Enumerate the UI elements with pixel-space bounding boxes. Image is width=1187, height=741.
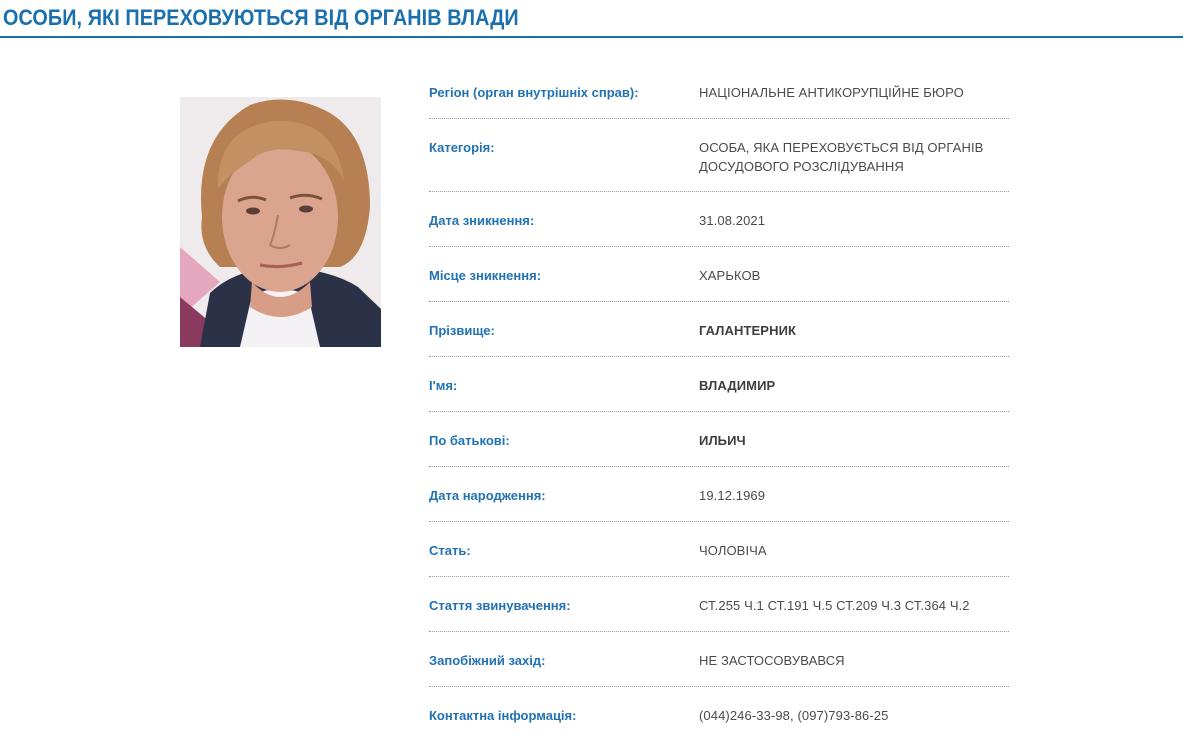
contact-info-label: Контактна інформація: <box>429 708 577 723</box>
detail-row-disappearance-place <box>429 247 1009 302</box>
detail-row-first-name <box>429 357 1009 412</box>
sex-value: ЧОЛОВІЧА <box>699 543 767 558</box>
contact-info-value: (044)246-33-98, (097)793-86-25 <box>699 708 889 723</box>
preventive-measure-value: НЕ ЗАСТОСОВУВАВСЯ <box>699 653 845 668</box>
patronymic-label: По батькові: <box>429 433 510 448</box>
first-name-label: І'мя: <box>429 378 458 393</box>
sex-label: Стать: <box>429 543 471 558</box>
disappearance-place-value: ХАРЬКОВ <box>699 268 761 283</box>
birth-date-label: Дата народження: <box>429 488 546 503</box>
detail-row-birth-date <box>429 467 1009 522</box>
category-label: Категорія: <box>429 140 495 155</box>
first-name-value: ВЛАДИМИР <box>699 378 776 393</box>
person-photo <box>180 97 381 347</box>
detail-row-sex <box>429 522 1009 577</box>
detail-row-disappearance-date <box>429 192 1009 247</box>
page-title: ОСОБИ, ЯКІ ПЕРЕХОВУЮТЬСЯ ВІД ОРГАНІВ ВЛАДИ <box>3 5 519 30</box>
patronymic-value: ИЛЬИЧ <box>699 433 746 448</box>
detail-row-contact-info <box>429 687 1009 741</box>
region-label: Регіон (орган внутрішніх справ): <box>429 85 639 100</box>
title-divider <box>0 36 1183 38</box>
surname-value: ГАЛАНТЕРНИК <box>699 323 797 338</box>
person-details <box>429 64 1009 741</box>
charges-value: СТ.255 Ч.1 СТ.191 Ч.5 СТ.209 Ч.3 СТ.364 Ч.2 <box>699 598 970 613</box>
detail-row-charges <box>429 577 1009 632</box>
disappearance-date-label: Дата зникнення: <box>429 213 535 228</box>
region-value: НАЦІОНАЛЬНЕ АНТИКОРУПЦІЙНЕ БЮРО <box>699 85 964 100</box>
birth-date-value: 19.12.1969 <box>699 488 766 503</box>
detail-row-category <box>429 119 1009 192</box>
category-value: ОСОБА, ЯКА ПЕРЕХОВУЄТЬСЯ ВІД ОРГАНІВ ДОСУДОВОГО РОЗСЛІДУВАННЯ <box>699 140 984 174</box>
disappearance-place-label: Місце зникнення: <box>429 268 542 283</box>
surname-label: Прізвище: <box>429 323 495 338</box>
detail-row-surname <box>429 302 1009 357</box>
preventive-measure-label: Запобіжний захід: <box>429 653 546 668</box>
detail-row-preventive-measure <box>429 632 1009 687</box>
disappearance-date-value: 31.08.2021 <box>699 213 766 228</box>
detail-row-region <box>429 64 1009 119</box>
detail-row-patronymic <box>429 412 1009 467</box>
charges-label: Стаття звинувачення: <box>429 598 571 613</box>
